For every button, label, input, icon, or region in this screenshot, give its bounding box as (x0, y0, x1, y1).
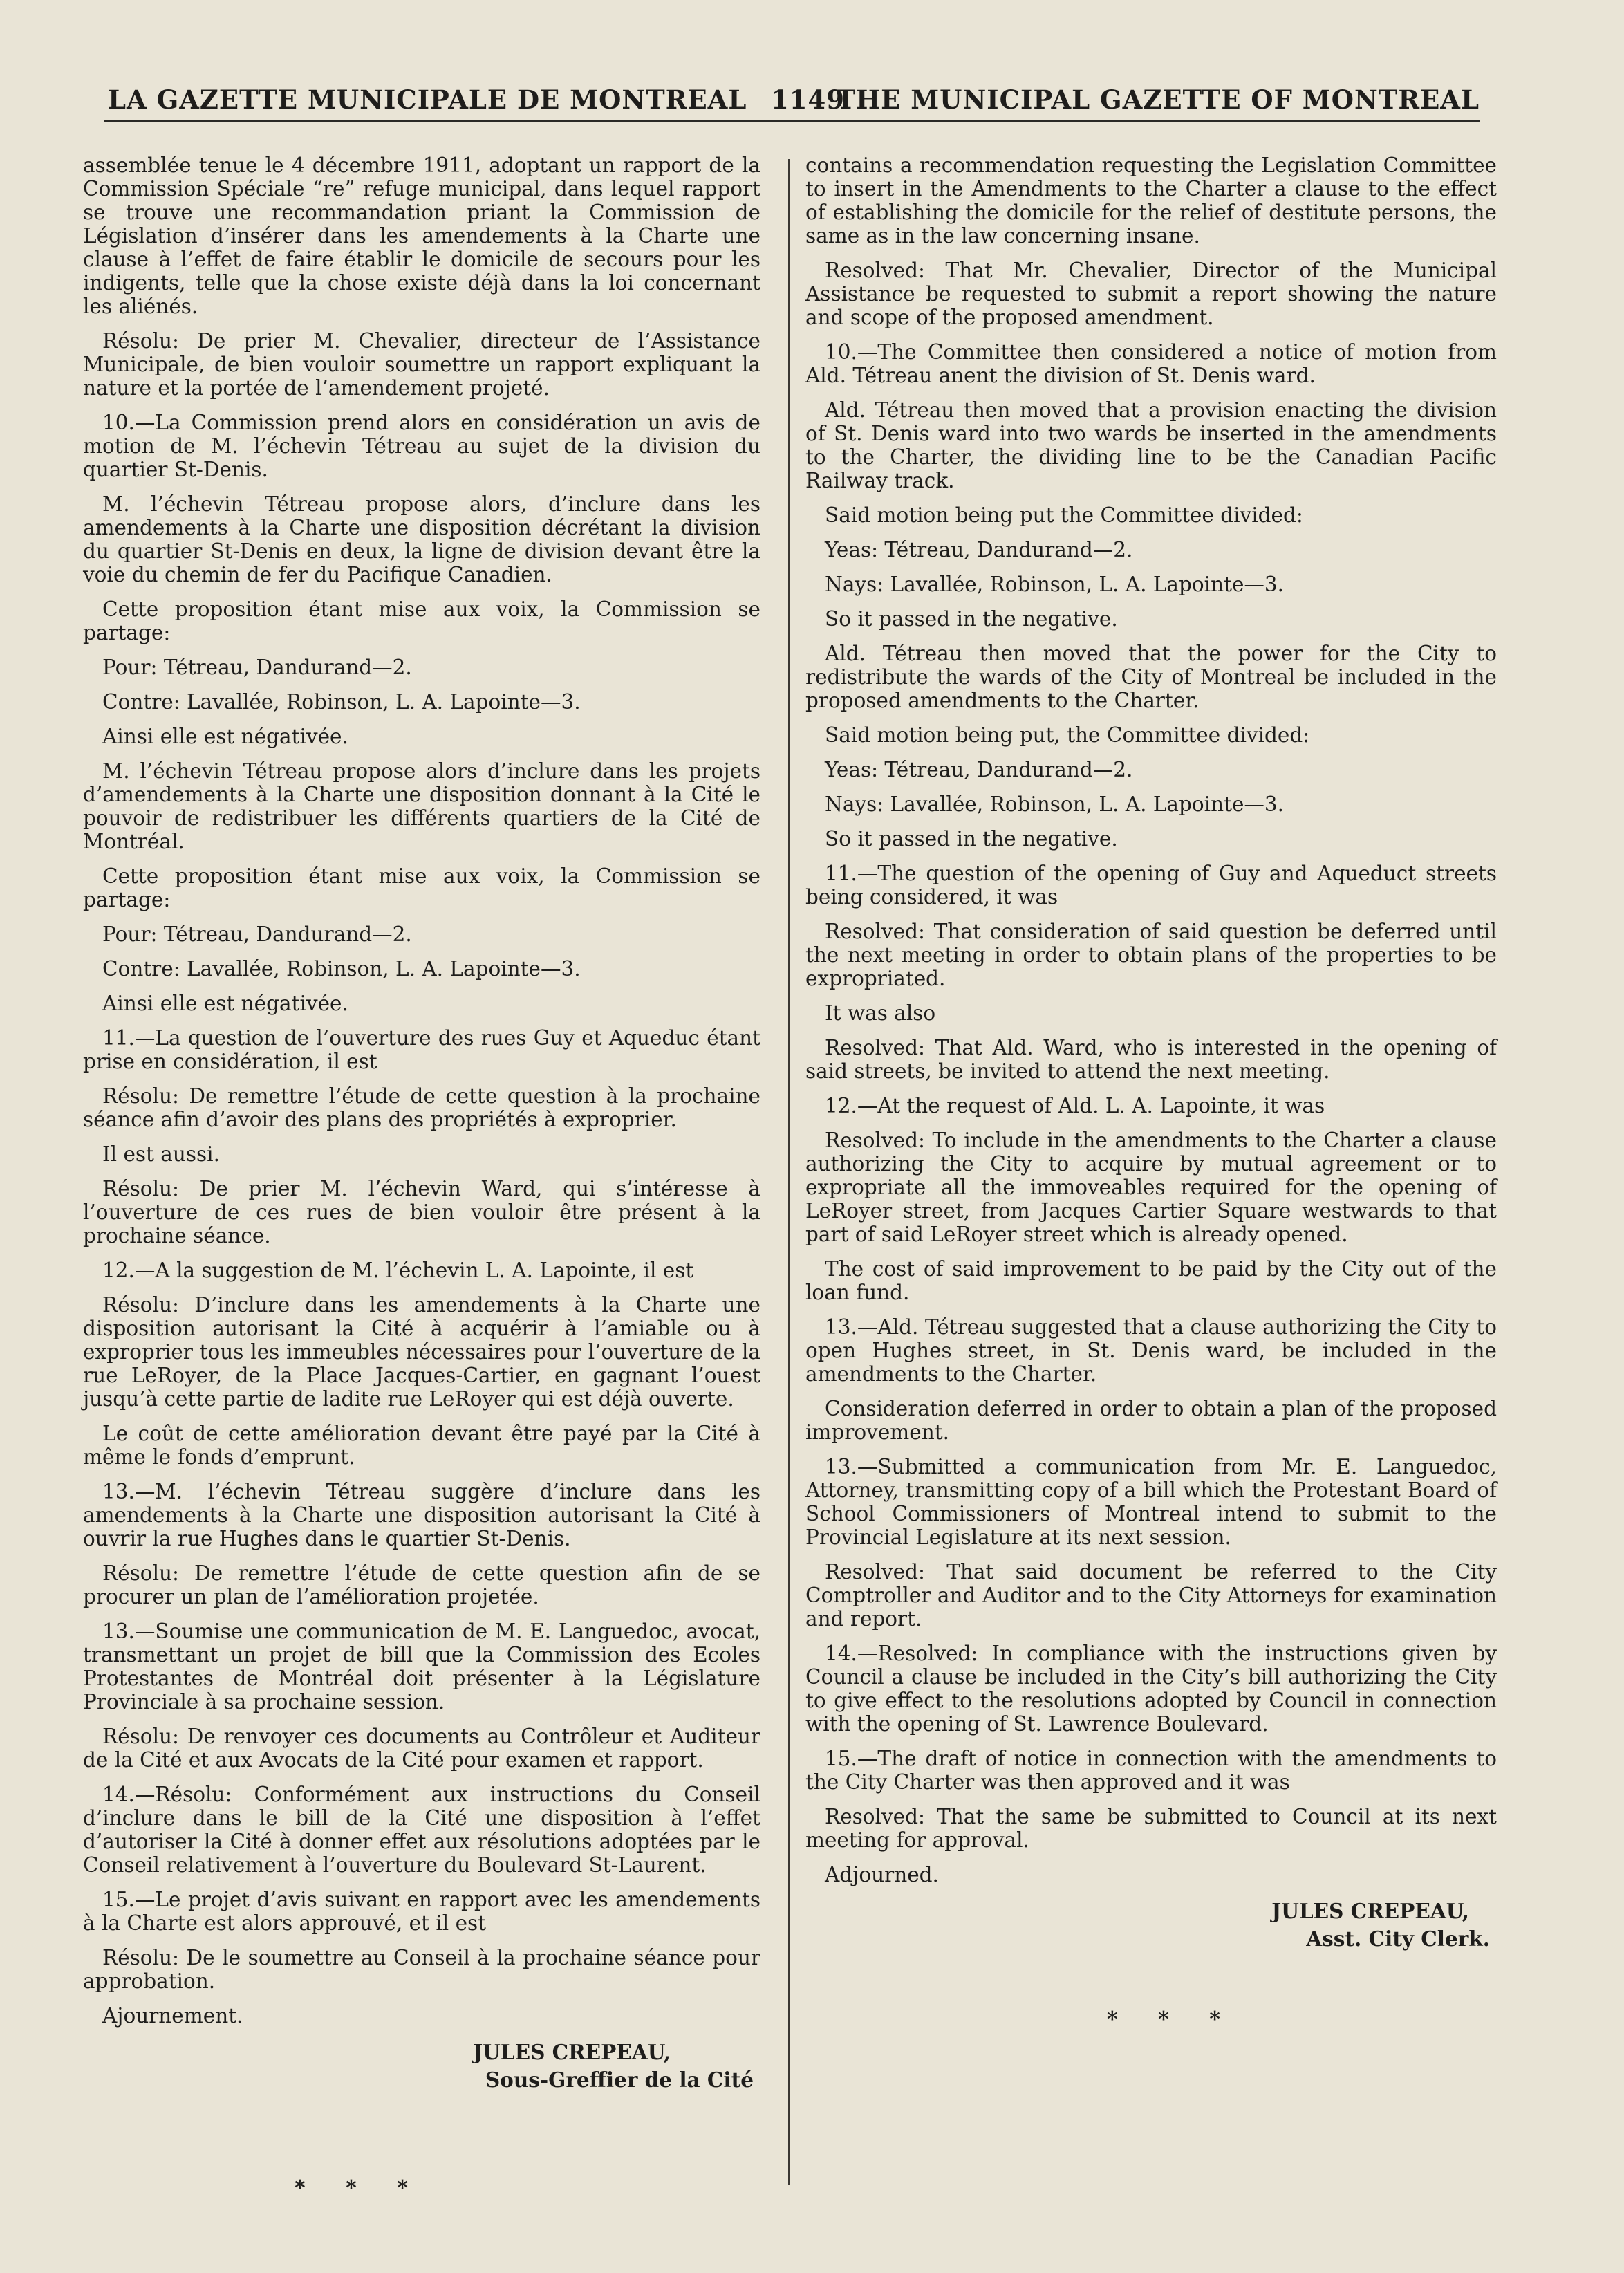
paragraph: Resolved: To include in the amendments to the Charter a clause authorizing the City to acquire by mutual agreement or to expropriate all the immoveables required for the opening of LeRoyer street, from Jacques Cartier Square westwards to that part of said LeRoyer street which is already opened. (805, 1129, 1497, 1246)
paragraph: Adjourned. (825, 1863, 939, 1886)
english-signature (805, 1898, 1497, 1953)
paragraph: Contre: Lavallée, Robinson, L. A. Lapointe—3. (102, 690, 581, 714)
paragraph: assemblée tenue le 4 décembre 1911, adoptant un rapport de la Commission Spéciale “re” refuge municipal, dans lequel rapport se trouve une recommandation priant la Commission de Législation d’insérer dans les amendements à la Charte une clause à l’effet de faire établir le domicile de secours pour les indigents, telle que la chose existe déjà dans la loi concernant les aliénés. (83, 154, 760, 318)
paragraph: Resolved: That consideration of said question be deferred until the next meeting in order to obtain plans of the properties to be expropriated. (805, 920, 1497, 990)
section-separator: * * * (1107, 2007, 1237, 2032)
paragraph: 14.—Résolu: Conformément aux instructions du Conseil d’inclure dans le bill de la Cité une disposition à l’effet d’autoriser la Cité à donner effet aux résolutions adoptées par le Conseil relativement à l’ouverture du Boulevard St-Laurent. (83, 1783, 760, 1877)
paragraph: Resolved: That Ald. Ward, who is interested in the opening of said streets, be invited to attend the next meeting. (805, 1036, 1497, 1083)
paragraph: Yeas: Tétreau, Dandurand—2. (825, 758, 1133, 781)
paragraph: Cette proposition étant mise aux voix, la Commission se partage: (83, 597, 760, 644)
paragraph: 15.—Le projet d’avis suivant en rapport avec les amendements à la Charte est alors approuvé, et il est (83, 1888, 760, 1935)
paragraph: contains a recommendation requesting the Legislation Committee to insert in the Amendments to the Charter a clause to the effect of establishing the domicile for the relief of destitute persons, the same as in the law concerning insane. (805, 154, 1497, 248)
paragraph: 13.—Submitted a communication from Mr. E. Languedoc, Attorney, transmitting copy of a bill which the Protestant Board of School Commissioners of Montreal intend to submit to the Provincial Legislature at its next session. (805, 1455, 1497, 1549)
column-divider (788, 159, 790, 2185)
paragraph: So it passed in the negative. (825, 607, 1118, 631)
paragraph: Il est aussi. (102, 1142, 220, 1166)
paragraph: It was also (825, 1001, 936, 1025)
paragraph: So it passed in the negative. (825, 827, 1118, 851)
header-title-french: LA GAZETTE MUNICIPALE DE MONTREAL (108, 84, 747, 115)
section-separator: * * * (295, 2176, 424, 2200)
french-paragraphs (83, 154, 760, 2028)
paragraph: 12.—A la suggestion de M. l’échevin L. A. Lapointe, il est (102, 1259, 694, 1282)
paragraph: Cette proposition étant mise aux voix, la Commission se partage: (83, 864, 760, 911)
paragraph: 13.—M. l’échevin Tétreau suggère d’inclure dans les amendements à la Charte une disposition autorisant la Cité à ouvrir la rue Hughes dans le quartier St-Denis. (83, 1480, 760, 1550)
header-rule (104, 120, 1480, 122)
paragraph: Ainsi elle est négativée. (102, 725, 348, 748)
paragraph: Pour: Tétreau, Dandurand—2. (102, 656, 412, 679)
paragraph: 13.—Soumise une communication de M. E. Languedoc, avocat, transmettant un projet de bill que la Commission des Ecoles Protestantes de Montréal doit présenter à la Législature Provinciale à sa prochaine session. (83, 1620, 760, 1714)
paragraph: 10.—La Commission prend alors en considération un avis de motion de M. l’échevin Tétreau au sujet de la division du quartier St-Denis. (83, 411, 760, 481)
paragraph: Résolu: De remettre l’étude de cette question afin de se procurer un plan de l’amélioration projetée. (83, 1561, 760, 1608)
paragraph: Résolu: De remettre l’étude de cette question à la prochaine séance afin d’avoir des plans des propriétés à exproprier. (83, 1084, 760, 1131)
paragraph: Ajournement. (102, 2004, 243, 2028)
paragraph: The cost of said improvement to be paid by the City out of the loan fund. (805, 1257, 1497, 1304)
french-signature (83, 2039, 760, 2094)
paragraph: Resolved: That said document be referred to the City Comptroller and Auditor and to the City Attorneys for examination and report. (805, 1560, 1497, 1631)
paragraph: Resolved: That Mr. Chevalier, Director of the Municipal Assistance be requested to submit a report showing the nature and scope of the proposed amendment. (805, 259, 1497, 329)
english-paragraphs (805, 154, 1497, 1886)
paragraph: Yeas: Tétreau, Dandurand—2. (825, 538, 1133, 562)
paragraph: Pour: Tétreau, Dandurand—2. (102, 922, 412, 946)
paragraph: Contre: Lavallée, Robinson, L. A. Lapointe—3. (102, 957, 581, 981)
signature-name: JULES CREPEAU, (473, 2040, 671, 2064)
paragraph: Ainsi elle est négativée. (102, 992, 348, 1015)
paragraph: 11.—La question de l’ouverture des rues Guy et Aqueduc étant prise en considération, il est (83, 1026, 760, 1073)
paragraph: 11.—The question of the opening of Guy and Aqueduct streets being considered, it was (805, 862, 1497, 909)
signature-title: Asst. City Clerk. (1306, 1927, 1490, 1951)
paragraph: 12.—At the request of Ald. L. A. Lapointe, it was (825, 1094, 1325, 1117)
paragraph: 14.—Resolved: In compliance with the instructions given by Council a clause be included in the City’s bill authorizing the City to give effect to the resolutions adopted by Council in connection with the opening of St. Lawrence Boulevard. (805, 1642, 1497, 1736)
paragraph: Ald. Tétreau then moved that the power for the City to redistribute the wards of the City of Montreal be included in the proposed amendments to the Charter. (805, 642, 1497, 712)
page-number: 1149 (771, 84, 845, 115)
paragraph: Résolu: De prier M. l’échevin Ward, qui s’intéresse à l’ouverture de ces rues de bien vouloir être présent à la prochaine séance. (83, 1177, 760, 1247)
paragraph: 10.—The Committee then considered a notice of motion from Ald. Tétreau anent the division of St. Denis ward. (805, 340, 1497, 387)
paragraph: M. l’échevin Tétreau propose alors d’inclure dans les projets d’amendements à la Charte une disposition donnant à la Cité le pouvoir de redistribuer les différents quartiers de la Cité de Montréal. (83, 759, 760, 853)
paragraph: 13.—Ald. Tétreau suggested that a clause authorizing the City to open Hughes street, in St. Denis ward, be included in the amendments to the Charter. (805, 1315, 1497, 1386)
paragraph: M. l’échevin Tétreau propose alors, d’inclure dans les amendements à la Charte une disposition décrétant la division du quartier St-Denis en deux, la ligne de division devant être la voie du chemin de fer du Pacifique Canadien. (83, 492, 760, 586)
header-title-english: THE MUNICIPAL GAZETTE OF MONTREAL (836, 84, 1480, 115)
paragraph: Le coût de cette amélioration devant être payé par la Cité à même le fonds d’emprunt. (83, 1422, 760, 1469)
signature-name: JULES CREPEAU, (1271, 1899, 1469, 1923)
paragraph: Résolu: D’inclure dans les amendements à la Charte une disposition autorisant la Cité à acquérir à l’amiable ou à exproprier tous les immeubles nécessaires pour l’ouverture de la rue LeRoyer, de la Place Jacques-Cartier, en gagnant l’ouest jusqu’à cette partie de ladite rue LeRoyer qui est déjà ouverte. (83, 1293, 760, 1411)
paragraph: Resolved: That the same be submitted to Council at its next meeting for approval. (805, 1805, 1497, 1852)
paragraph: Résolu: De prier M. Chevalier, directeur de l’Assistance Municipale, de bien vouloir soumettre un rapport expliquant la nature et la portée de l’amendement projeté. (83, 329, 760, 400)
paragraph: Said motion being put the Committee divided: (825, 503, 1303, 527)
paragraph: Ald. Tétreau then moved that a provision enacting the division of St. Denis ward into two wards be inserted in the amendments to the Charter, the dividing line to be the Canadian Pacific Railway track. (805, 398, 1497, 492)
paragraph: 15.—The draft of notice in connection with the amendments to the City Charter was then approved and it was (805, 1747, 1497, 1794)
paragraph: Résolu: De le soumettre au Conseil à la prochaine séance pour approbation. (83, 1946, 760, 1993)
french-column (83, 154, 760, 2200)
paragraph: Nays: Lavallée, Robinson, L. A. Lapointe—3. (825, 573, 1285, 596)
page-header (104, 84, 1480, 124)
paragraph: Résolu: De renvoyer ces documents au Contrôleur et Auditeur de la Cité et aux Avocats de la Cité pour examen et rapport. (83, 1725, 760, 1772)
signature-title: Sous-Greffier de la Cité (485, 2068, 754, 2092)
paragraph: Nays: Lavallée, Robinson, L. A. Lapointe—3. (825, 792, 1285, 816)
paragraph: Said motion being put, the Committee divided: (825, 723, 1310, 747)
english-column (805, 154, 1497, 2032)
paragraph: Consideration deferred in order to obtain a plan of the proposed improvement. (805, 1397, 1497, 1444)
